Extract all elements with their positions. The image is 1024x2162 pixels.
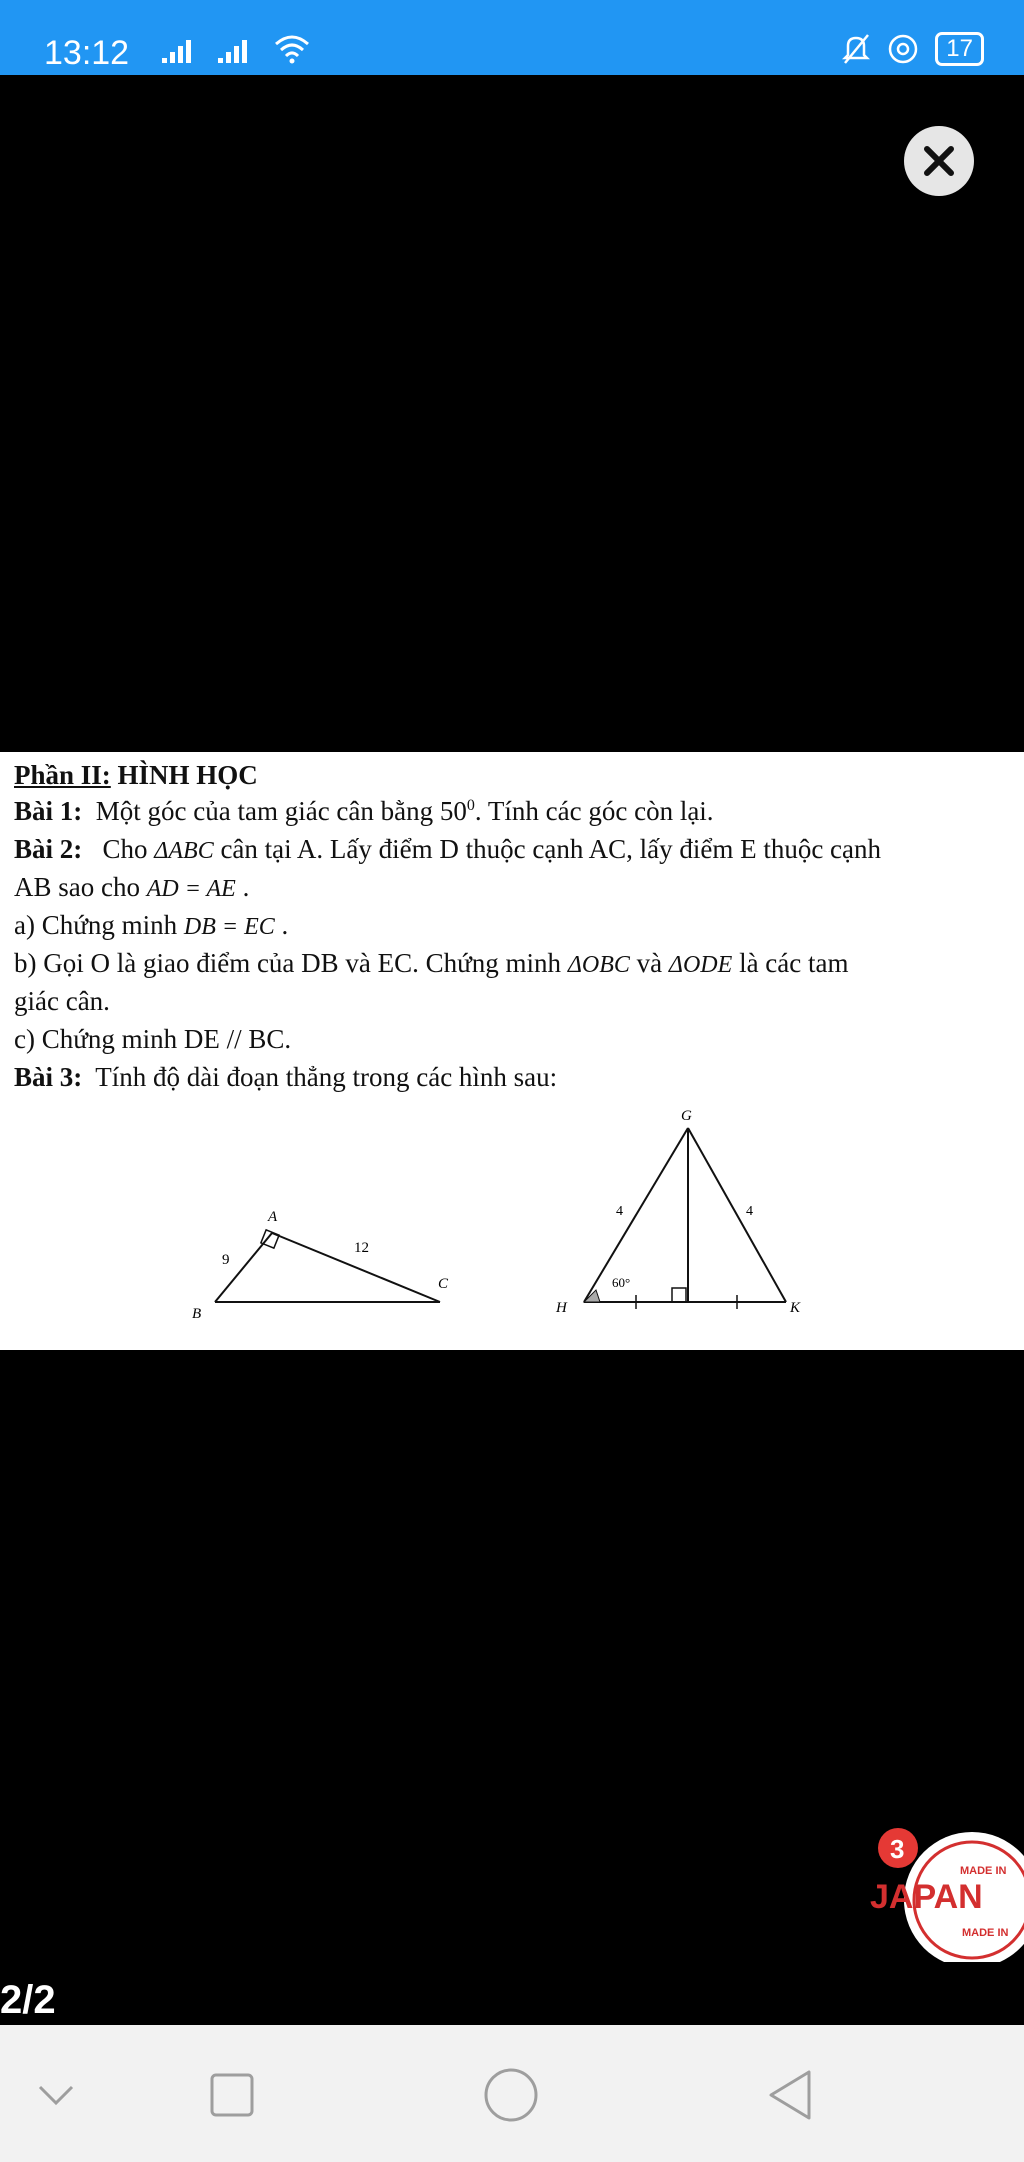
- ad-bottom-text: MADE IN: [962, 1927, 1009, 1939]
- status-icons-right: [841, 32, 984, 66]
- vertex-k-label: K: [790, 1300, 801, 1316]
- bai2-line2: AB sao cho AD = AE .: [14, 872, 250, 902]
- bai1: Bài 1: Một góc của tam giác cân bằng $50^0$. Tính các góc còn lại.: [14, 796, 714, 826]
- back-button[interactable]: [750, 2055, 830, 2135]
- close-icon: [922, 144, 956, 178]
- ad-top-text: MADE IN: [960, 1865, 1007, 1877]
- side-gk-label: 4: [746, 1204, 753, 1219]
- geometry-figures: [0, 1102, 1024, 1342]
- battery-indicator: 17: [935, 32, 984, 66]
- hide-nav-button[interactable]: [16, 2055, 96, 2135]
- part-b-line2: giác cân.: [14, 986, 110, 1016]
- angle-h-label: 60°: [612, 1275, 631, 1290]
- home-icon: [483, 2067, 539, 2123]
- recents-icon: [209, 2072, 255, 2118]
- at-sign-icon: [887, 33, 919, 65]
- ad-main-text: JAPAN: [870, 1878, 983, 1916]
- wifi-icon: [272, 34, 312, 64]
- vertex-g-label: G: [681, 1108, 692, 1124]
- close-button[interactable]: [904, 126, 974, 196]
- part-c: c) Chứng minh DE // BC.: [14, 1024, 292, 1054]
- status-time: 13:12: [44, 34, 130, 72]
- signal-icon: [160, 38, 206, 64]
- ad-badge[interactable]: [868, 1826, 1024, 1962]
- figure-triangle-ghk: [555, 1108, 801, 1316]
- page-indicator: 2/2: [0, 1978, 56, 2022]
- vertex-h-label: H: [556, 1300, 567, 1316]
- home-button[interactable]: [471, 2055, 551, 2135]
- side-ab-label: 9: [222, 1252, 230, 1268]
- recents-button[interactable]: [192, 2055, 272, 2135]
- bell-muted-icon: [841, 33, 871, 65]
- back-icon: [765, 2068, 815, 2122]
- figure-right-triangle: [192, 1209, 449, 1322]
- document-image: [0, 752, 1024, 1350]
- signal-icon-2: [216, 38, 262, 64]
- bai2-line1: Bài 2: Cho ΔABC cân tại A. Lấy điểm D thuộc cạnh AC, lấy điểm E thuộc cạnh: [14, 834, 882, 864]
- vertex-c-label: C: [438, 1276, 449, 1292]
- side-ac-label: 12: [354, 1240, 369, 1256]
- navigation-bar: [0, 2025, 1024, 2162]
- vertex-b-label: B: [192, 1306, 202, 1322]
- vertex-a-label: A: [268, 1209, 278, 1225]
- signal-icons: [160, 34, 312, 64]
- chevron-down-icon: [36, 2083, 76, 2107]
- side-gh-label: 4: [616, 1204, 623, 1219]
- bai3: Bài 3: Tính độ dài đoạn thẳng trong các hình sau:: [14, 1062, 558, 1092]
- part-a: a) Chứng minh DB = EC .: [14, 910, 289, 940]
- ad-count-badge: 3: [890, 1834, 905, 1864]
- section-heading: Phần II: HÌNH HỌC: [14, 760, 258, 790]
- part-b-line1: b) Gọi O là giao điểm của DB và EC. Chứng minh ΔOBC và ΔODE là các tam: [14, 948, 849, 978]
- status-bar: [0, 0, 1024, 75]
